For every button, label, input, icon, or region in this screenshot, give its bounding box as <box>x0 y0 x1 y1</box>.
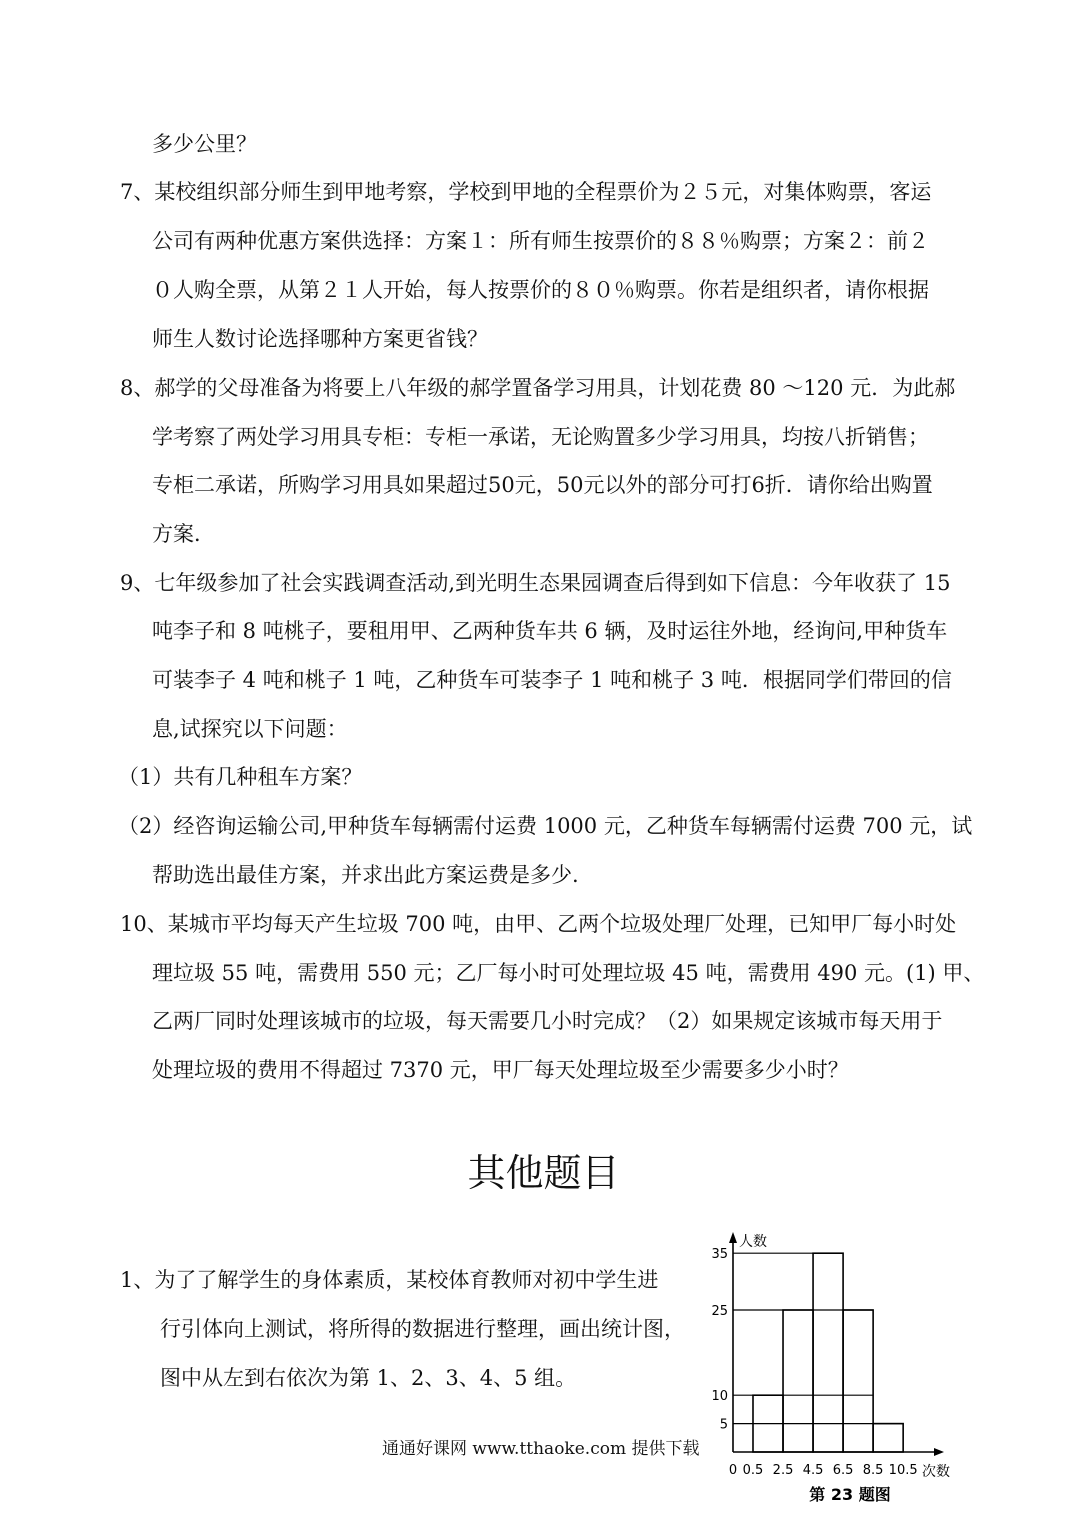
text-line: 理垃圾 55 吨，需费用 550 元；乙厂每小时可处理垃圾 45 吨，需费用 490 元。(1) 甲、 <box>152 961 985 985</box>
text-line: 处理垃圾的费用不得超过 7370 元，甲厂每天处理垃圾至少需要多少小时？ <box>152 1058 849 1082</box>
x-tick-label: 8.5 <box>862 1463 884 1478</box>
footer-text: 通通好课网 www.tthaoke.com 提供下载 <box>382 1439 700 1459</box>
text-line: 吨李子和 8 吨桃子，要租用甲、乙两种货车共 6 辆，及时运往外地，经询问,甲种货车 <box>152 619 948 643</box>
x-axis-label: 次数 <box>922 1464 950 1480</box>
histogram-bar <box>873 1424 903 1452</box>
text-line: 学考察了两处学习用具专柜：专柜一承诺，无论购置多少学习用具，均按八折销售； <box>152 425 929 449</box>
text-line: 10、某城市平均每天产生垃圾 700 吨，由甲、乙两个垃圾处理厂处理，已知甲厂每小时处 <box>120 912 957 936</box>
text-line: 方案． <box>152 522 215 546</box>
text-line: 9、七年级参加了社会实践调查活动,到光明生态果园调查后得到如下信息：今年收获了 15 <box>120 571 951 595</box>
histogram-chart <box>700 1226 960 1516</box>
x-tick-label: 0 <box>728 1463 738 1478</box>
text-line: 公司有两种优惠方案供选择：方案１：所有师生按票价的８８％购票；方案２：前２ <box>152 229 929 253</box>
y-axis-label: 人数 <box>739 1234 767 1250</box>
x-tick-label: 10.5 <box>888 1463 918 1478</box>
text-line: （1）共有几种租车方案？ <box>118 765 363 789</box>
text-line: 息,试探究以下问题： <box>152 717 348 741</box>
text-line: 8、郝学的父母准备为将要上八年级的郝学置备学习用具，计划花费 80 ～120 元．为此郝 <box>120 376 956 400</box>
x-tick-label: 4.5 <box>802 1463 824 1478</box>
section-title: 其他题目 <box>467 1151 620 1195</box>
text-line: （2）经咨询运输公司,甲种货车每辆需付运费 1000 元，乙种货车每辆需付运费 700 元，试 <box>118 814 973 838</box>
chart-title: 第 23 题图 <box>809 1485 891 1504</box>
text-line: 帮助选出最佳方案，并求出此方案运费是多少. <box>152 863 579 887</box>
text-line: 1、为了了解学生的身体素质，某校体育教师对初中学生进 <box>120 1268 659 1292</box>
text-line: 可装李子 4 吨和桃子 1 吨，乙种货车可装李子 1 吨和桃子 3 吨．根据同学们带回的信 <box>152 668 952 692</box>
histogram-bar <box>843 1310 873 1452</box>
x-tick-label: 6.5 <box>832 1463 854 1478</box>
text-line: 图中从左到右依次为第 1、2、3、4、5 组。 <box>160 1366 577 1390</box>
y-tick-label: 35 <box>711 1247 728 1263</box>
text-line: ０人购全票，从第２１人开始，每人按票价的８０％购票。你若是组织者，请你根据 <box>152 278 929 302</box>
y-tick-label: 25 <box>711 1304 728 1319</box>
text-line: 乙两厂同时处理该城市的垃圾，每天需要几小时完成？（2）如果规定该城市每天用于 <box>152 1009 943 1033</box>
histogram-bar <box>813 1253 843 1452</box>
text-line: 专柜二承诺，所购学习用具如果超过50元，50元以外的部分可打6折．请你给出购置 <box>152 473 933 497</box>
text-line: 行引体向上测试，将所得的数据进行整理，画出统计图， <box>160 1317 685 1341</box>
text-line: 多少公里？ <box>152 132 257 156</box>
y-tick-label: 5 <box>719 1417 728 1433</box>
text-line: 师生人数讨论选择哪种方案更省钱？ <box>152 327 488 351</box>
histogram-bar <box>783 1310 813 1452</box>
x-tick-label: 0.5 <box>742 1463 764 1478</box>
y-tick-label: 10 <box>711 1389 728 1405</box>
x-tick-label: 2.5 <box>772 1463 794 1478</box>
text-line: 7、某校组织部分师生到甲地考察，学校到甲地的全程票价为２５元，对集体购票，客运 <box>120 180 932 204</box>
